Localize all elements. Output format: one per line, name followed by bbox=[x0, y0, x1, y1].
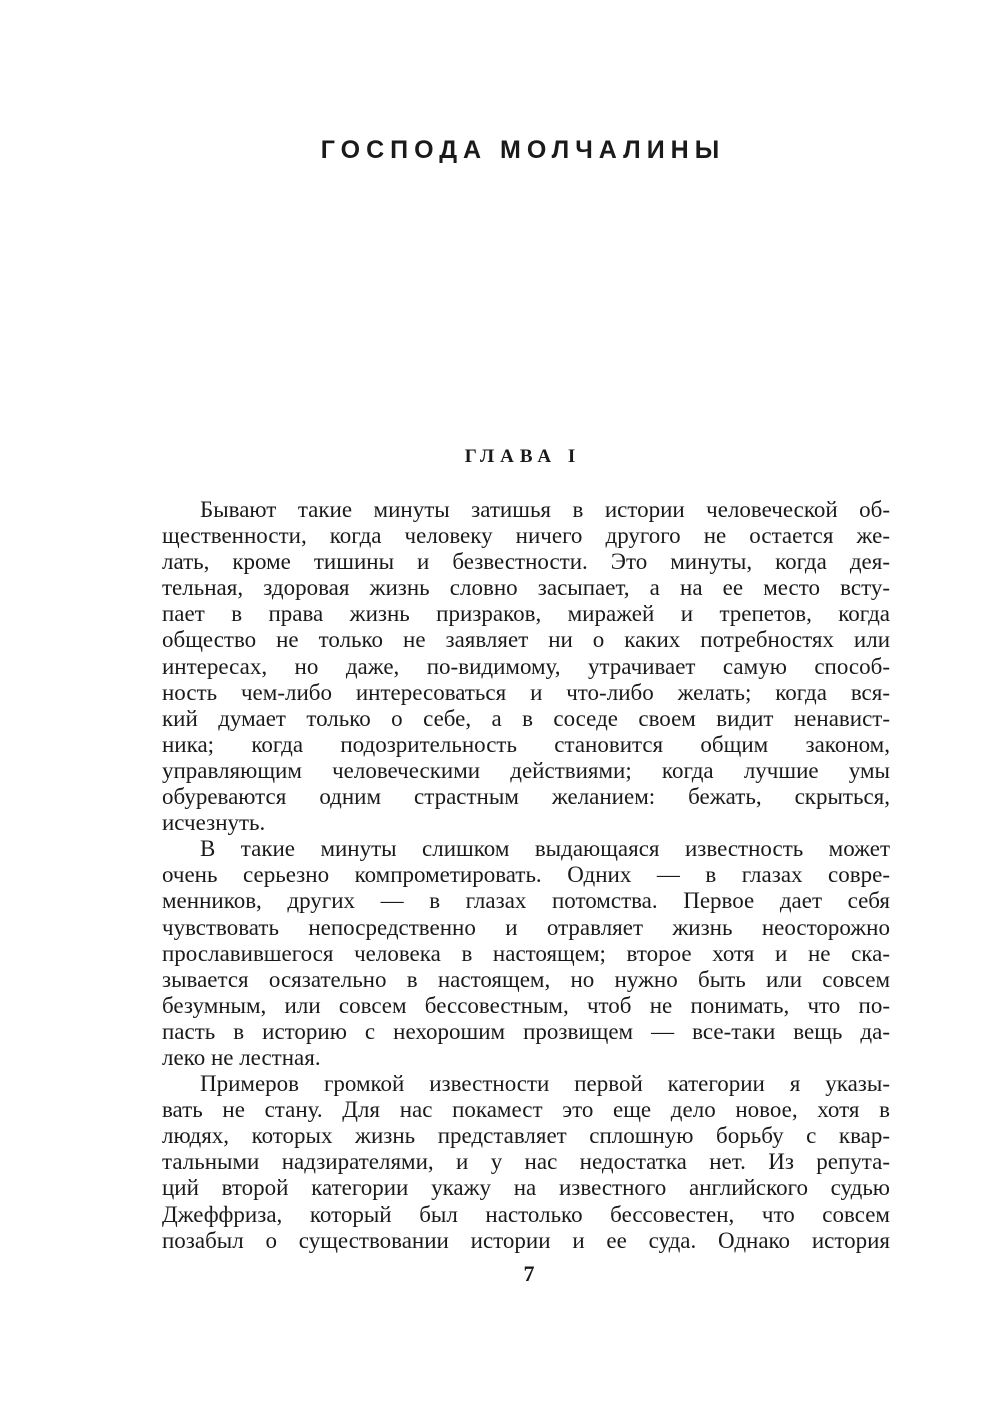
text-line: вать не стану. Для нас покамест это еще дело новое, хотя в bbox=[162, 1097, 890, 1123]
body-text bbox=[162, 497, 890, 1254]
text-line: зывается осязательно в настоящем, но нужно быть или совсем bbox=[162, 966, 890, 992]
paragraph-1 bbox=[162, 497, 890, 836]
text-line: В такие минуты слишком выдающаяся известность может bbox=[200, 836, 890, 862]
text-line: леко не лестная. bbox=[162, 1044, 321, 1070]
text-line: тальными надзирателями, и у нас недостатка нет. Из репута- bbox=[162, 1149, 890, 1175]
text-line: обуреваются одним страстным желанием: бежать, скрыться, bbox=[162, 784, 890, 810]
text-line: лать, кроме тишины и безвестности. Это минуты, когда дея- bbox=[162, 549, 890, 575]
paragraph-3 bbox=[162, 1071, 890, 1254]
page-number: 7 bbox=[523, 1261, 535, 1286]
text-line: прославившегося человека в настоящем; второе хотя и не ска- bbox=[162, 940, 890, 966]
text-line: ность чем-либо интересоваться и что-либо желать; когда вся- bbox=[162, 679, 890, 705]
chapter-title: ГЛАВА I bbox=[464, 446, 582, 467]
text-line: позабыл о существовании истории и ее суда. Однако история bbox=[162, 1227, 890, 1253]
paragraph-2 bbox=[162, 836, 890, 1071]
text-line: ника; когда подозрительность становится общим законом, bbox=[162, 731, 890, 757]
text-line: щественности, когда человеку ничего другого не остается же- bbox=[162, 523, 890, 549]
text-line: Примеров громкой известности первой категории я указы- bbox=[200, 1071, 890, 1097]
text-line: Бывают такие минуты затишья в истории человеческой об- bbox=[200, 497, 890, 522]
text-line: общество не только не заявляет ни о каких потребностях или bbox=[162, 627, 890, 653]
text-line: кий думает только о себе, а в соседе своем видит ненавист- bbox=[162, 705, 890, 731]
text-line: ций второй категории укажу на известного английского судью bbox=[162, 1175, 890, 1201]
text-line: безумным, или совсем бессовестным, чтоб не понимать, что по- bbox=[162, 992, 890, 1018]
book-title: ГОСПОДА МОЛЧАЛИНЫ bbox=[320, 136, 726, 164]
text-line: чувствовать непосредственно и отравляет жизнь неосторожно bbox=[162, 914, 890, 940]
text-line: людях, которых жизнь представляет сплошную борьбу с квар- bbox=[162, 1123, 890, 1149]
text-line: пасть в историю с нехорошим прозвищем — все-таки вещь да- bbox=[162, 1018, 890, 1044]
text-line: интересах, но даже, по-видимому, утрачивает самую способ- bbox=[162, 653, 890, 679]
text-line: пает в права жизнь призраков, миражей и трепетов, когда bbox=[162, 601, 890, 627]
text-line: Джеффриза, который был настолько бессовестен, что совсем bbox=[162, 1201, 890, 1227]
text-line: управляющим человеческими действиями; когда лучшие умы bbox=[162, 757, 890, 783]
text-line: менников, других — в глазах потомства. Первое дает себя bbox=[162, 888, 890, 914]
text-line: исчезнуть. bbox=[162, 810, 266, 836]
text-line: тельная, здоровая жизнь словно засыпает, а на ее место всту- bbox=[162, 575, 890, 601]
text-line: очень серьезно компрометировать. Одних — в глазах совре- bbox=[162, 862, 890, 888]
